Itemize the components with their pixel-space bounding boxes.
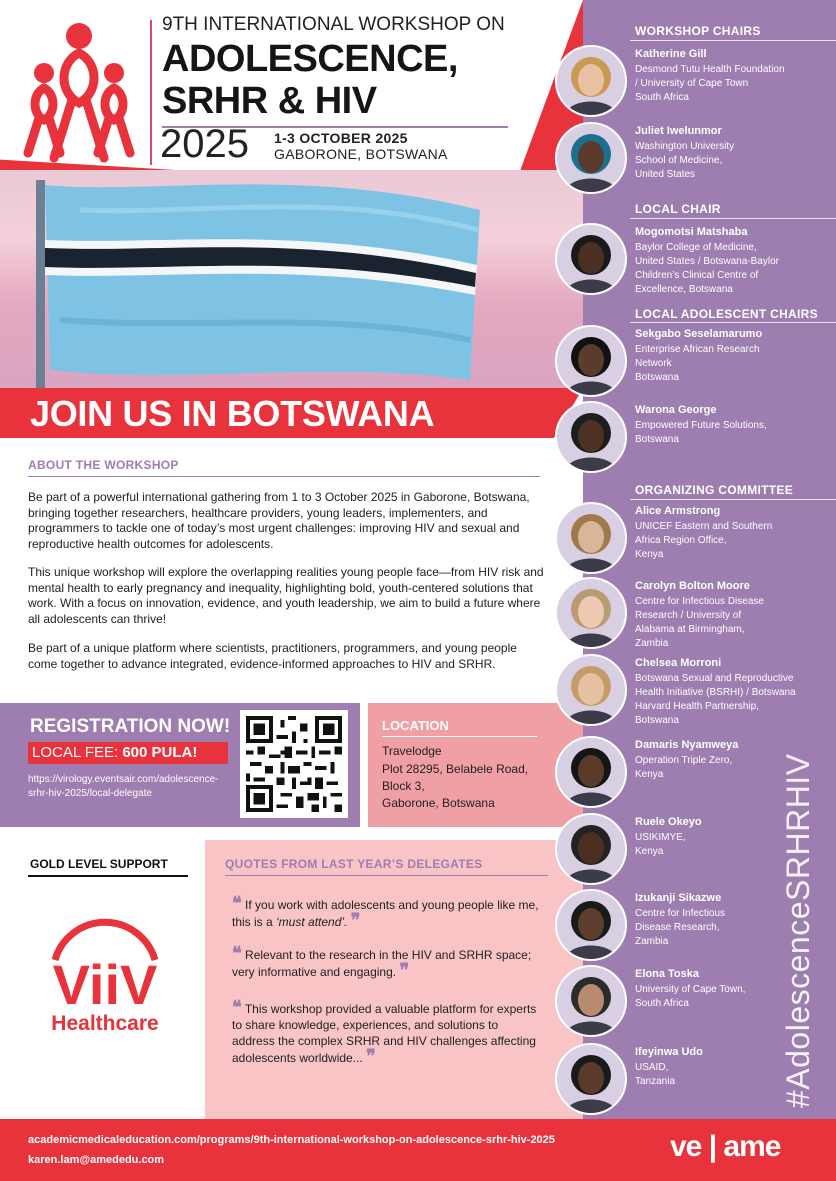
person-affiliation: Operation Triple Zero, [635,755,733,766]
section-organizing-committee: ORGANIZING COMMITTEE [635,483,793,497]
quote-3-text: This workshop provided a valuable platform for experts to share knowledge, experiences, and solutions to address the complex SRHR and HIV challenges affecting adolescents worldwide... [232,1002,537,1065]
person-affiliation: Tanzania [635,1076,676,1087]
person-affiliation: Zambia [635,936,669,947]
person-affiliation: Desmond Tutu Health Foundation [635,64,785,75]
person-affiliation: University of Cape Town, [635,984,746,995]
person-affiliation: Botswana [635,434,679,445]
person-affiliation: Botswana [635,372,679,383]
close-quote-icon: ❞ [350,910,361,931]
person-photo [555,325,627,397]
person-affiliation: Health Initiative (BSRHI) / Botswana [635,687,796,698]
person-affiliation: Kenya [635,549,664,560]
person-affiliation: South Africa [635,92,689,103]
person-affiliation: Baylor College of Medicine, [635,242,757,253]
person-photo-icon [557,504,625,572]
close-quote-icon: ❞ [366,1046,376,1067]
fee-label: LOCAL FEE: [32,744,123,761]
close-quote-icon: ❞ [399,960,410,981]
person-photo [555,577,627,649]
person-affiliation: School of Medicine, [635,155,723,166]
location-title: LOCATION [382,718,449,733]
person-affiliation: Excellence, Botswana [635,284,733,295]
person-name: Mogomotsi Matshaba [635,226,748,238]
open-quote-icon: ❝ [232,893,242,914]
person-name: Alice Armstrong [635,505,721,517]
person-affiliation: Kenya [635,769,664,780]
person-affiliation: Botswana [635,715,679,726]
person-photo [555,813,627,885]
join-heading: JOIN US IN BOTSWANA [30,393,435,434]
person-name: Warona George [635,404,717,416]
person-affiliation: / University of Cape Town [635,78,749,89]
viiv-word: ViiV [52,953,158,1016]
person-photo-icon [557,327,625,395]
about-paragraph-2: This unique workshop will explore the overlapping realities young people face—from HIV risk and mental health to early pregnancy and inequality, highlighting bold, youth-centered solutions that work. With a focus on innovation, evidence, and youth leadership, we aim to build a future where all adolescents can thrive! [28,565,544,626]
person-name: Carolyn Bolton Moore [635,580,750,592]
person-affiliation: United States [635,169,696,180]
person-photo-icon [557,579,625,647]
viiv-healthcare-logo [30,912,180,1042]
person-photo [555,1043,627,1115]
person-photo-icon [557,403,625,471]
person-photo-icon [557,815,625,883]
location-line-4: Gaborone, Botswana [382,796,495,810]
header-place: GABORONE, BOTSWANA [274,146,448,162]
person-name: Juliet Iwelunmor [635,125,722,137]
person-photo-icon [557,967,625,1035]
location-line-1: Travelodge [382,744,442,758]
person-name: Ifeyinwa Udo [635,1046,703,1058]
qr-code[interactable] [240,710,348,818]
person-name: Katherine Gill [635,48,707,60]
person-photo [555,502,627,574]
person-affiliation: Botswana Sexual and Reproductive [635,673,794,684]
quote-2-text: Relevant to the research in the HIV and SRHR space; very informative and engaging. [232,948,532,979]
person-name: Chelsea Morroni [635,657,722,669]
person-affiliation: Children’s Clinical Centre of [635,270,759,281]
header-dates: 1-3 OCTOBER 2025 [274,130,408,146]
person-affiliation: South Africa [635,998,689,1009]
header-title-line1: ADOLESCENCE, [162,38,458,80]
person-photo [555,122,627,194]
registration-link[interactable]: https://virology.eventsair.com/adolescence-srhr-hiv-2025/local-delegate [28,774,219,799]
quote-1-emphasis: ‘must attend’. [276,915,348,929]
header-subtitle: 9TH INTERNATIONAL WORKSHOP ON [162,14,505,35]
registration-title: REGISTRATION NOW! [30,716,231,737]
person-affiliation: Centre for Infectious [635,908,726,919]
person-affiliation: Network [635,358,672,369]
footer-url[interactable]: academicmedicaleducation.com/programs/9th-international-workshop-on-adolescence-srhr-hiv-2025 [28,1134,555,1146]
person-affiliation: Washington University [635,141,735,152]
person-photo [555,401,627,473]
open-quote-icon: ❝ [232,943,242,964]
viiv-sub: Healthcare [51,1012,159,1035]
person-affiliation: UNICEF Eastern and Southern [635,521,773,532]
person-affiliation: USIKIMYE, [635,832,686,843]
quote-3 [232,997,542,1067]
quotes-title: QUOTES FROM LAST YEAR’S DELEGATES [225,857,483,871]
about-rule [28,476,540,477]
fee-value: 600 PULA! [122,744,198,761]
quote-2 [232,943,542,981]
section-rule [630,218,836,219]
section-rule [630,499,836,500]
hashtag: #AdolescenceSRHRHIV [780,753,816,1108]
about-paragraph-3: Be part of a unique platform where scientists, practitioners, programmers, and young people come together to advance integrated, evidence-informed approaches to HIV and SRHR. [28,641,517,671]
person-affiliation: Disease Research, [635,922,720,933]
person-photo-icon [557,891,625,959]
person-affiliation: Alabama at Birmingham, [635,624,745,635]
person-affiliation: USAID, [635,1062,669,1073]
quotes-rule [225,875,548,876]
about-title: ABOUT THE WORKSHOP [28,458,179,472]
person-name: Ruele Okeyo [635,816,702,828]
person-affiliation: Enterprise African Research [635,344,760,355]
local-fee-badge [28,742,228,764]
person-affiliation: United States / Botswana-Baylor [635,256,779,267]
person-photo [555,654,627,726]
gold-support-title: GOLD LEVEL SUPPORT [30,857,168,871]
person-photo [555,965,627,1037]
section-rule [630,40,836,41]
qr-code-icon [246,716,342,812]
section-workshop-chairs: WORKSHOP CHAIRS [635,24,761,38]
location-rule [382,736,537,737]
person-name: Sekgabo Seselamarumo [635,328,763,340]
section-local-chair: LOCAL CHAIR [635,202,721,216]
section-rule [630,322,836,323]
person-photo-icon [557,656,625,724]
location-line-3: Block 3, [382,779,425,793]
header-year: 2025 [160,122,249,166]
location-line-2: Plot 28295, Belabele Road, [382,762,529,776]
red-ribbon-people-logo [14,18,144,168]
person-affiliation: Research / University of [635,610,742,621]
person-affiliation: Centre for Infectious Disease [635,596,764,607]
quote-1-text: If you work with adolescents and young people like me, this is a [232,898,539,929]
person-affiliation: Africa Region Office, [635,535,727,546]
person-name: Damaris Nyamweya [635,739,739,751]
person-affiliation: Zambia [635,638,669,649]
header-title-line2: SRHR & HIV [162,80,377,122]
person-photo [555,223,627,295]
person-name: Elona Toska [635,968,699,980]
quote-1 [232,893,542,931]
person-name: Izukanji Sikazwe [635,892,722,904]
section-adolescent-chairs: LOCAL ADOLESCENT CHAIRS [635,307,818,321]
person-photo [555,45,627,117]
person-photo [555,889,627,961]
person-affiliation: Harvard Health Partnership, [635,701,759,712]
person-photo-icon [557,738,625,806]
botswana-flag-image [0,170,583,395]
gold-support-rule [28,875,188,877]
about-paragraph-1: Be part of a powerful international gathering from 1 to 3 October 2025 in Gaborone, Botswana, bringing together researchers, healthcare providers, young leaders, implementers, and programmers to tackle one of today’s most urgent challenges: improving HIV and sexual and reproductive health outcomes for adolescents. [28,490,530,551]
header-divider [150,20,152,165]
ve-ame-logo: ve | ame [670,1130,781,1163]
person-photo-icon [557,47,625,115]
person-affiliation: Kenya [635,846,664,857]
person-photo-icon [557,124,625,192]
open-quote-icon: ❝ [232,997,242,1018]
person-photo [555,736,627,808]
footer-email[interactable]: karen.lam@amededu.com [28,1154,165,1166]
person-photo-icon [557,225,625,293]
person-affiliation: Empowered Future Solutions, [635,420,767,431]
person-photo-icon [557,1045,625,1113]
